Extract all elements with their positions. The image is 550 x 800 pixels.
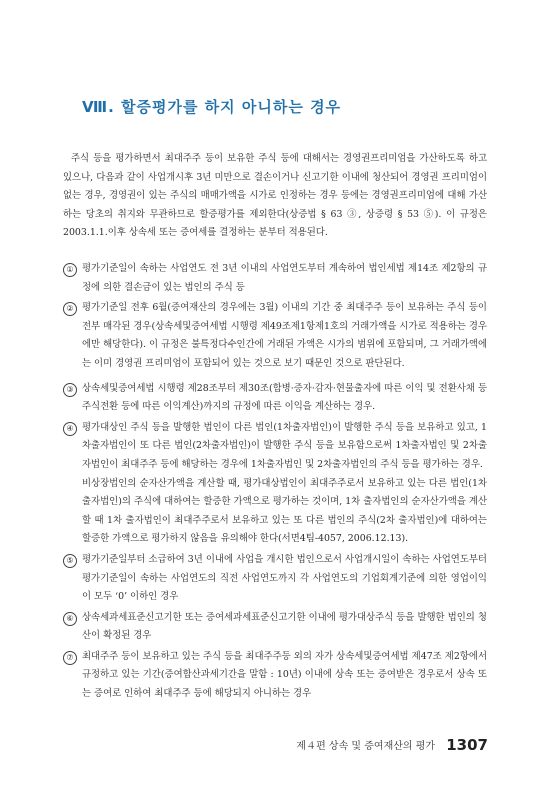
item-text: 상속세및증여세법 시행령 제28조부터 제30조(합병·증자·감자·현물출자에 따른 이익 및 전환사채 등 주식전환 등에 따른 이익계산)까지의 규정에 따른 이익을 계산하는 경우. [82,382,487,413]
item-text: 평가기준일이 속하는 사업연도 전 3년 이내의 사업연도부터 계속하여 법인세법 제14조 제2항의 규정에 의한 결손금이 있는 법인의 주식 등 [82,263,487,293]
list-item [63,419,487,549]
item-text: 평가대상인 주식 등을 발행한 법인이 다른 법인(1차출자법인)이 발행한 주식 등을 보유하고 있고, 1차출자법인이 또 다른 법인(2차출자법인)이 발행한 주식 등을 보유함으로써 1차출자법인 및 2차출자법인이 최대주주 등에 해당하는 경우에 1차출자법인 및 2차출자법인의 주식 등을 평가하는 경우. [82,421,487,470]
list-item [63,380,487,417]
page-footer [296,736,488,754]
list-item [63,260,487,297]
page-number: 1307 [446,736,488,754]
intro-text: 주식 등을 평가하면서 최대주주 등이 보유한 주식 등에 대해서는 경영권프리미엄을 가산하도록 하고 있으나, 다음과 같이 사업개시후 3년 미만으로 결손이거나 신고기한 이내에 청산되어 경영권 프리미엄이 없는 경우, 경영권이 있는 주식의 매매가액을 시가로 인정하는 경우 등에는 경영권프리미엄에 대해 가산하는 당초의 취지와 무관하므로 할증평가를 제외한다(상증법 § 63 ③, 상증령 § 53 ⑤). 이 규정은 2003.1.1.이후 상속세 또는 증여세를 결정하는 분부터 적용된다. [63,153,487,239]
list-item [63,299,487,373]
item-number: ③ [63,383,77,397]
list-item [63,551,487,607]
intro-paragraph [63,150,487,243]
section-title: Ⅷ. 할증평가를 하지 아니하는 경우 [82,98,342,116]
chapter-title: 제４편 상속 및 증여재산의 평가 [296,741,436,752]
item-number: ② [63,302,77,316]
item-text: 평가기준일 전후 6월(증여재산의 경우에는 3월) 이내의 기간 중 최대주주 등이 보유하는 주식 등이 전부 매각된 경우(상속세및증여세법 시행령 제49조제1항제1호의 거래가액을 시가로 적용하는 경우에만 해당한다). 이 규정은 불특정다수인간에 거래된 가액은 시가의 범위에 포함되며, 그 거래가액에는 이미 경영권 프리미엄이 포함되어 있는 것으로 보기 때문인 것으로 판단된다. [82,302,487,369]
list-item [63,609,487,646]
item-number: ⑦ [63,651,77,665]
item-number: ④ [63,422,77,436]
exception-list [63,260,487,706]
item-number: ⑥ [63,612,77,626]
item-number: ⑤ [63,554,77,568]
item-subtext: 비상장법인의 순자산가액을 계산할 때, 평가대상법인이 최대주주로서 보유하고 있는 다른 법인(1차 출자법인)의 주식에 대하여는 할증한 가액으로 평가하는 것이며, 1차 출자법인의 순자산가액을 계산할 때 1차 출자법인이 최대주주로서 보유하고 있는 또 다른 법인의 주식(2차 출자법인)에 대하여는 할증한 가액으로 평가하지 않음을 유의해야 한다(서면4팀-4057, 2006.12.13). [82,477,487,545]
item-text: 상속세과세표준신고기한 또는 증여세과세표준신고기한 이내에 평가대상주식 등을 발행한 법인의 청산이 확정된 경우 [82,611,487,642]
item-number: ① [63,263,77,277]
list-item [63,648,487,704]
item-text: 평가기준일부터 소급하여 3년 이내에 사업을 개시한 법인으로서 사업개시일이 속하는 사업연도부터 평가기준일이 속하는 사업연도의 직전 사업연도까지 각 사업연도의 기업회계기준에 의한 영업이익이 모두 ‘0’ 이하인 경우 [82,553,487,603]
item-text: 최대주주 등이 보유하고 있는 주식 등을 최대주주등 외의 자가 상속세및증여세법 제47조 제2항에서 규정하고 있는 기간(증여합산과세기간을 말함 : 10년) 이내에 상속 또는 증여받은 경우로서 상속 또는 증여로 인하여 최대주주 등에 해당되지 아니하는 경우 [82,650,487,700]
